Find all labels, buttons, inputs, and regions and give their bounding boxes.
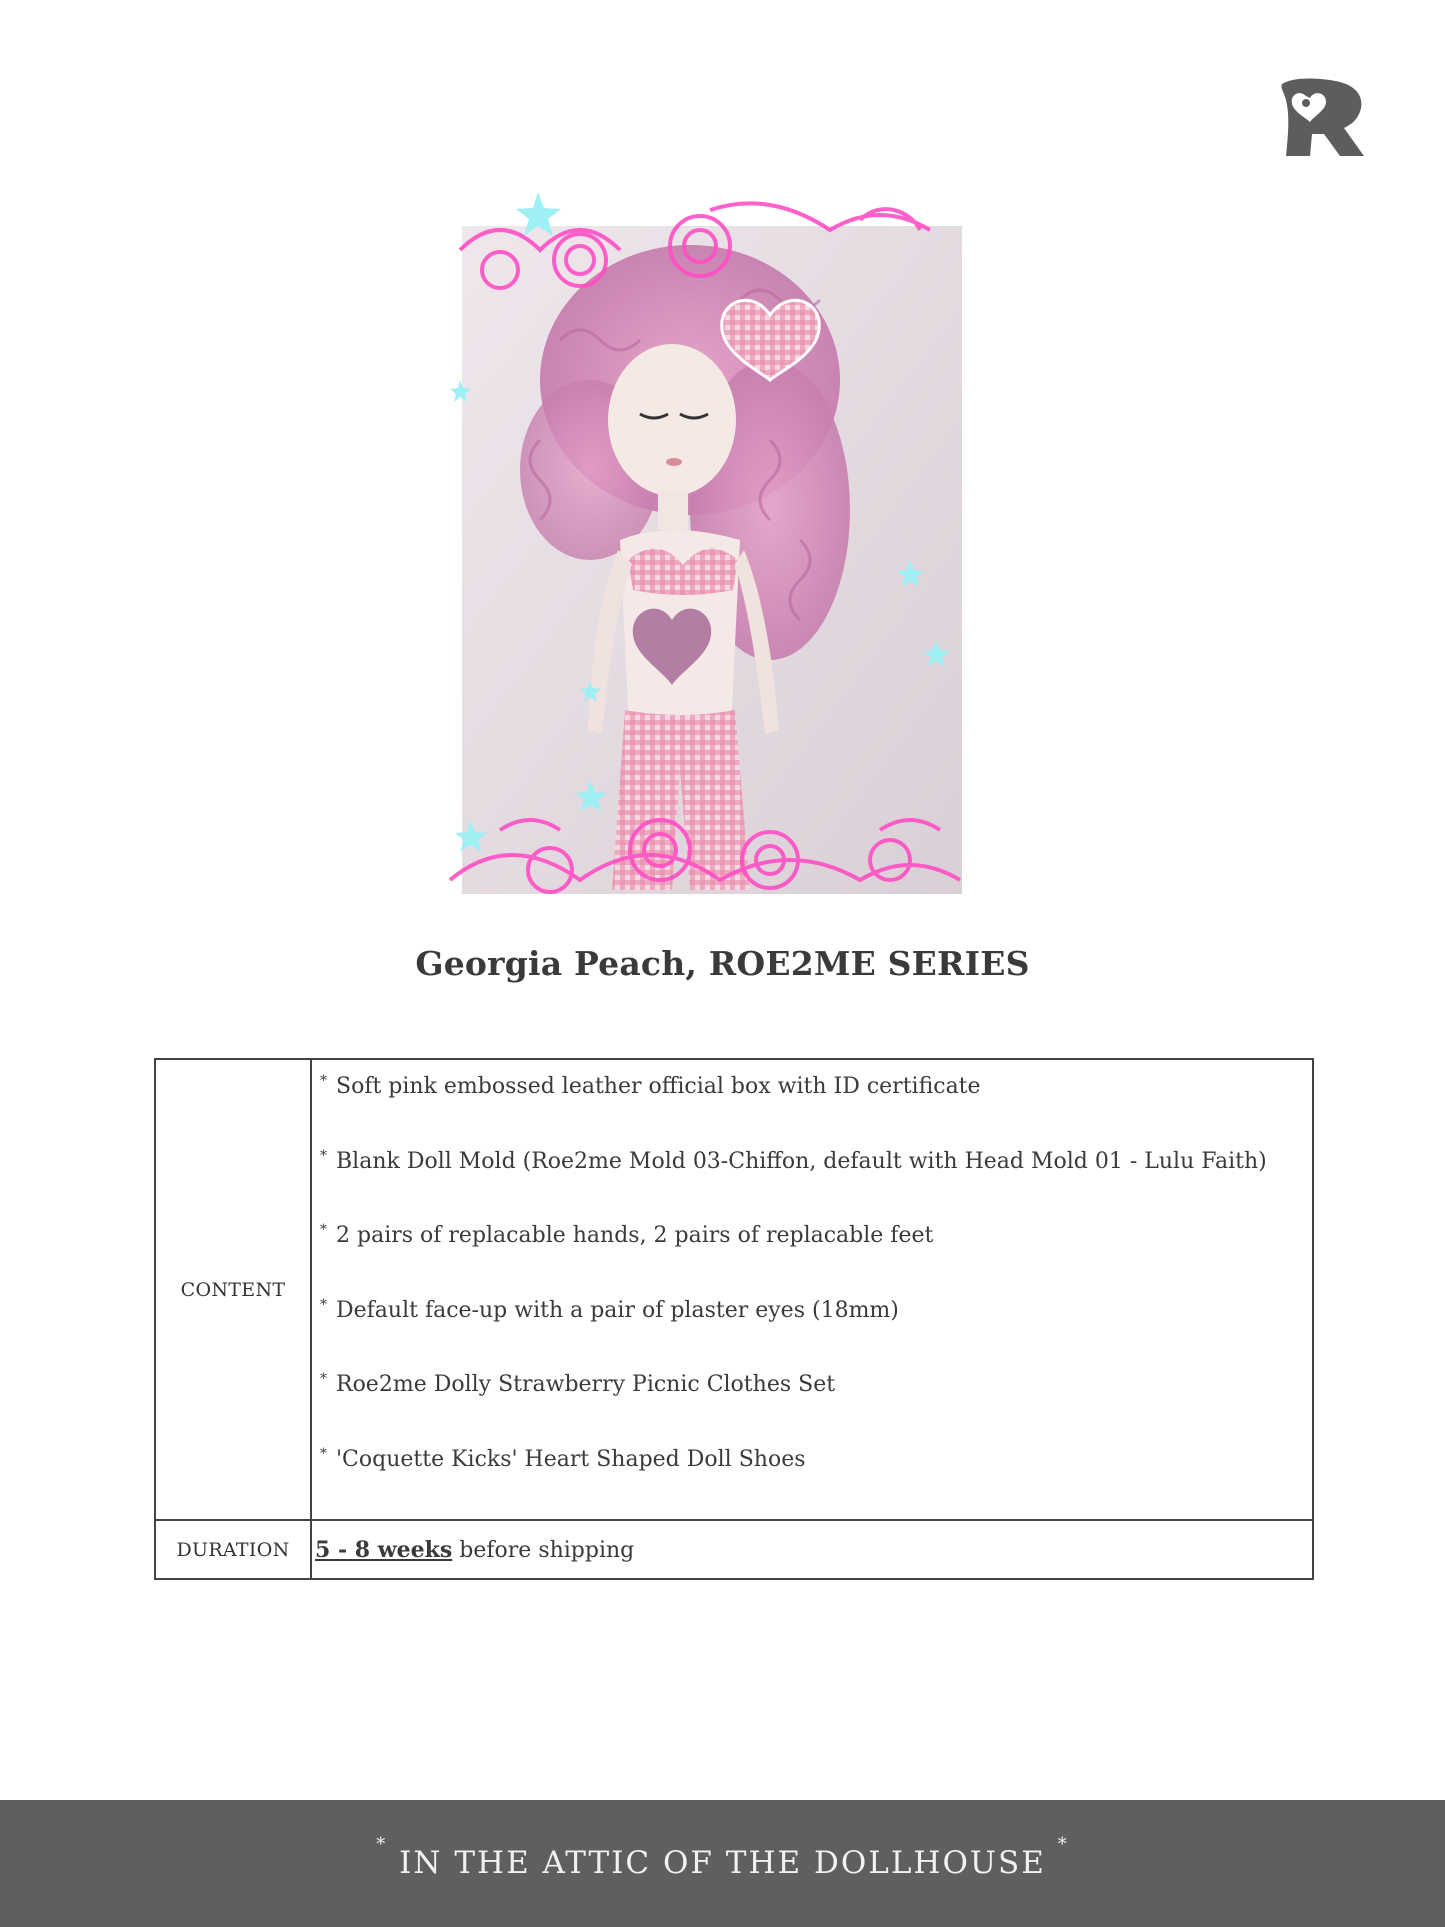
- content-list: [312, 1060, 1312, 1519]
- footer-banner: [0, 1800, 1445, 1927]
- duration-cell: [311, 1520, 1313, 1579]
- list-item: * Default face-up with a pair of plaster eyes (18mm): [320, 1296, 899, 1323]
- duration-value: 5 - 8 weeks: [315, 1536, 453, 1563]
- bullet-star-icon: *: [320, 1222, 327, 1238]
- list-item: * Soft pink embossed leather official box with ID certificate: [320, 1073, 981, 1099]
- product-title: Georgia Peach, ROE2ME SERIES: [415, 944, 1030, 983]
- bullet-star-icon: *: [320, 1147, 327, 1164]
- r-heart-logo-icon: [1276, 76, 1368, 160]
- content-label: CONTENT: [155, 1059, 311, 1520]
- list-item: * 'Coquette Kicks' Heart Shaped Doll Shoes: [320, 1445, 806, 1472]
- footer-star-icon: *: [376, 1834, 388, 1855]
- duration-row: [155, 1520, 1313, 1579]
- duration-label: DURATION: [155, 1520, 311, 1579]
- duration-suffix: before shipping: [459, 1537, 635, 1563]
- list-item: * Roe2me Dolly Strawberry Picnic Clothes Set: [320, 1371, 836, 1397]
- list-item: * Blank Doll Mold (Roe2me Mold 03-Chiffon, default with Head Mold 01 - Lulu Faith): [320, 1147, 1267, 1174]
- list-item: * 2 pairs of replacable hands, 2 pairs of replacable feet: [320, 1222, 934, 1248]
- bullet-star-icon: *: [320, 1296, 327, 1313]
- content-row: [155, 1059, 1313, 1520]
- footer-text: IN THE ATTIC OF THE DOLLHOUSE: [399, 1845, 1046, 1881]
- footer-star-icon: *: [1057, 1834, 1069, 1855]
- content-cell: [311, 1059, 1313, 1520]
- spec-table: [154, 1058, 1314, 1580]
- bullet-star-icon: *: [320, 1073, 327, 1089]
- doll-photo: [440, 180, 1000, 910]
- bullet-star-icon: *: [320, 1445, 327, 1462]
- bullet-star-icon: *: [320, 1371, 327, 1387]
